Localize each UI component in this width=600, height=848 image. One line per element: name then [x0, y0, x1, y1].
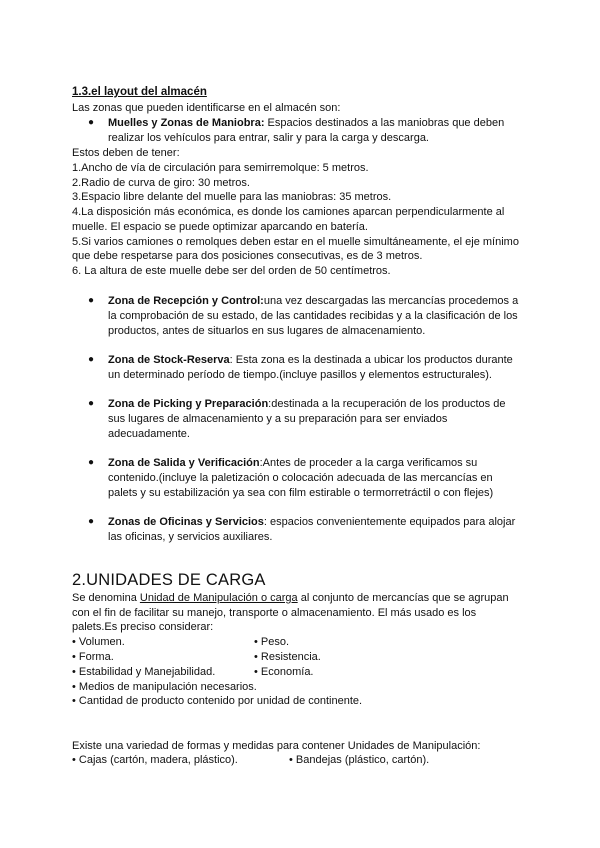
zone-title: Zona de Recepción y Control: — [108, 295, 264, 307]
form-item: • Bandejas (plástico, cartón). — [289, 754, 430, 766]
section-heading-layout: 1.3.el layout del almacén — [72, 86, 207, 98]
zone-title: Zona de Picking y Preparación — [108, 398, 269, 410]
zone-text: :Antes de proceder a la carga verificamos su — [259, 457, 478, 469]
consideration-item: • Cantidad de producto contenido por unidad de continente. — [72, 695, 363, 707]
zone-text: una vez descargadas las mercancías procedemos a — [263, 295, 519, 307]
consideration-item: • Peso. — [254, 636, 290, 648]
consideration-item: • Resistencia. — [254, 651, 321, 663]
must-have-text: Estos deben de tener: — [72, 147, 180, 159]
zone-text: la comprobación de su estado, de las cantidades recibidas y a la clasificación de los — [108, 309, 518, 322]
list-item: 6. La altura de este muelle debe ser del orden de 50 centímetros. — [72, 265, 391, 277]
zone-text: :destinada a la recuperación de los productos de — [268, 398, 506, 410]
consideration-item: • Estabilidad y Manejabilidad. — [72, 666, 216, 678]
consideration-item: • Medios de manipulación necesarios. — [72, 681, 257, 693]
zone-text: sus lugares de almacenamiento y a su preparación para ser enviados — [108, 412, 448, 425]
text-fragment: al conjunto de mercancías que se agrupan — [297, 592, 509, 604]
muelles-text-2: realizar los vehículos para entrar, salir y para la carga y descarga. — [108, 131, 429, 144]
consideration-item: • Economía. — [254, 666, 314, 678]
zone-title: Zona de Stock-Reserva — [108, 354, 230, 366]
list-item: 5.Si varios camiones o remolques deben estar en el muelle simultáneamente, el eje mínimo — [72, 236, 519, 248]
zone-text: productos, antes de situarlos en sus lugares de almacenamiento. — [108, 324, 426, 337]
bullet-icon: ● — [88, 516, 95, 527]
paragraph-line: con el fin de facilitar su manejo, transporte o almacenamiento. El más usado es los — [72, 607, 477, 619]
muelles-title: Muelles y Zonas de Maniobra: — [108, 117, 265, 129]
text-fragment: Se denomina — [72, 592, 140, 604]
bullet-icon: ● — [88, 117, 95, 128]
form-item: • Cajas (cartón, madera, plástico). — [72, 754, 238, 766]
list-item: 1.Ancho de vía de circulación para semirremolque: 5 metros. — [72, 162, 369, 174]
zone-text: contenido.(incluye la paletización o colocación adecuada de las mercancías en — [108, 471, 493, 484]
paragraph-line — [72, 591, 509, 606]
bullet-icon: ● — [88, 295, 95, 306]
zone-text: : Esta zona es la destinada a ubicar los productos durante — [229, 354, 513, 366]
paragraph-line: Existe una variedad de formas y medidas para contener Unidades de Manipulación: — [72, 740, 481, 752]
zone-title: Zonas de Oficinas y Servicios — [108, 516, 264, 528]
muelles-text: Espacios destinados a las maniobras que deben — [264, 117, 505, 129]
bullet-icon: ● — [88, 457, 95, 468]
zone-title: Zona de Salida y Verificación — [108, 457, 260, 469]
consideration-item: • Forma. — [72, 651, 114, 663]
list-item: que debe respetarse para dos posiciones consecutivas, es de 3 metros. — [72, 250, 423, 262]
zone-text: palets y su estabilización ya sea con film estirable o termorretráctil o con flejes) — [108, 486, 494, 499]
zone-text: : espacios convenientemente equipados para alojar — [263, 516, 516, 528]
zone-text: adecuadamente. — [108, 427, 190, 440]
zone-text: las oficinas, y servicios auxiliares. — [108, 530, 273, 543]
bullet-icon: ● — [88, 398, 95, 409]
section-heading-unidades: 2.UNIDADES DE CARGA — [72, 571, 266, 589]
consideration-item: • Volumen. — [72, 636, 125, 648]
underlined-term: Unidad de Manipulación o carga — [139, 592, 298, 604]
list-item: 2.Radio de curva de giro: 30 metros. — [72, 177, 250, 189]
list-item: 3.Espacio libre delante del muelle para las maniobras: 35 metros. — [72, 191, 392, 203]
zone-text: un determinado período de tiempo.(incluye pasillos y elementos estructurales). — [108, 368, 492, 381]
intro-text: Las zonas que pueden identificarse en el almacén son: — [72, 102, 341, 114]
list-item: 4.La disposición más económica, es donde los camiones aparcan perpendicularmente al — [72, 206, 505, 218]
list-item: muelle. El espacio se puede optimizar aparcando en batería. — [72, 221, 368, 233]
paragraph-line: palets.Es preciso considerar: — [72, 621, 214, 633]
bullet-icon: ● — [88, 354, 95, 365]
